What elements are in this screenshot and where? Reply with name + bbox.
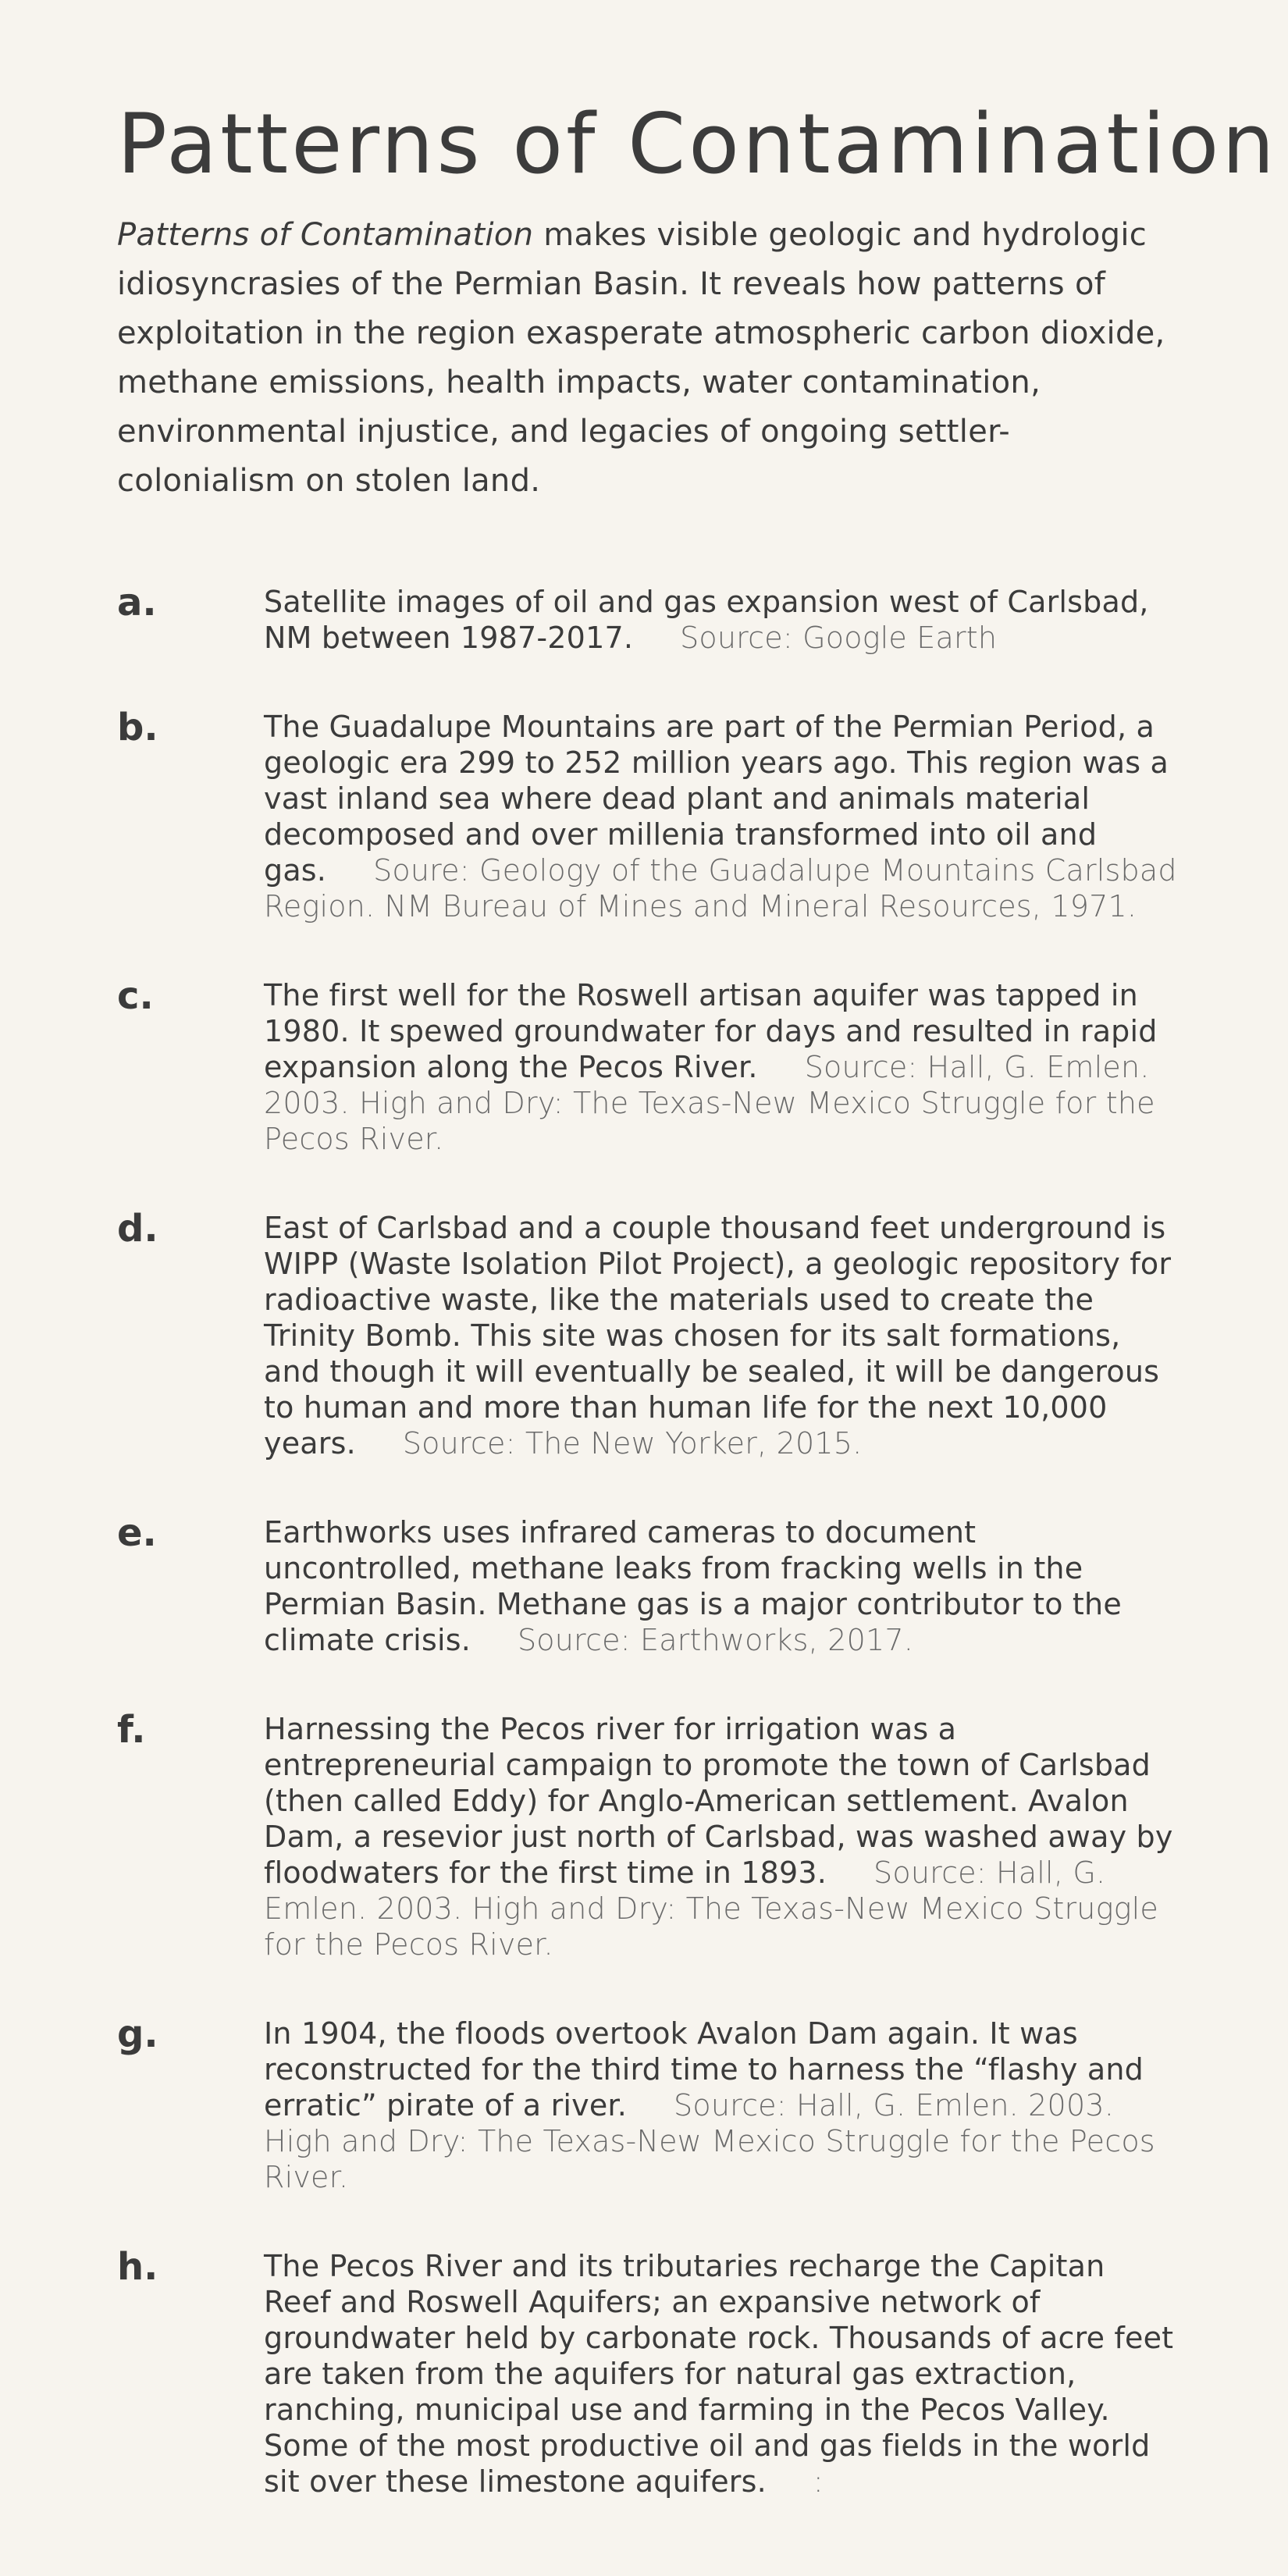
entry-a <box>117 581 1179 656</box>
entry-content <box>264 2016 1179 2195</box>
entry-letter: c. <box>117 974 154 1018</box>
entry-text: In 1904, the floods overtook Avalon Dam again. It was reconstructed for the third time to harness the “flashy and erratic” pirate of a river. <box>264 2016 1144 2122</box>
entry-text: The first well for the Roswell artisan aquifer was tapped in 1980. It spewed groundwater for days and resulted in rapid expansion along the Pecos River. <box>264 978 1158 1084</box>
entry-letter: a. <box>117 581 157 624</box>
entry-letter: b. <box>117 706 158 749</box>
entry-text: The Pecos River and its tributaries recharge the Capitan Reef and Roswell Aquifers; an expansive network of groundwater held by carbonate rock. Thousands of acre feet are taken from the aquifers for natural gas extraction, ranching, municipal use and farming in the Pecos Valley. Some of the most productive oil and gas fields in the world sit over these limestone aquifers. <box>264 2249 1174 2499</box>
intro-title-italic: Patterns of Contamination <box>117 217 534 253</box>
entry-content <box>264 977 1179 1157</box>
entry-source: Soure: Geology of the Guadalupe Mountains Carlsbad Region. NM Bureau of Mines and Mineral Resources, 1971. <box>264 853 1177 923</box>
entry-letter: d. <box>117 1207 158 1251</box>
entry-content <box>264 709 1179 924</box>
entry-source: Source: The New Yorker, 2015. <box>402 1426 863 1461</box>
entry-letter: e. <box>117 1511 157 1555</box>
entry-h <box>117 2245 1179 2500</box>
entry-g <box>117 2012 1179 2195</box>
entry-content <box>264 1711 1179 1962</box>
entry-b <box>117 706 1179 924</box>
entry-text: Satellite images of oil and gas expansion west of Carlsbad, NM between 1987-2017. <box>264 585 1149 655</box>
entry-text: East of Carlsbad and a couple thousand feet underground is WIPP (Waste Isolation Pilot Project), a geologic repository for radioactive waste, like the materials used to create the Trinity Bomb. This site was chosen for its salt formations, and though it will eventually be sealed, it will be dangerous to human and more than human life for the next 10,000 years. <box>264 1211 1172 1461</box>
entry-content <box>264 1210 1179 1461</box>
entry-f <box>117 1708 1179 1962</box>
entry-source: Source: Hall, G. Emlen. 2003. High and Dry: The Texas-New Mexico Struggle for the Pecos River. <box>264 1856 1158 1962</box>
entry-source: Source: Google Earth <box>680 621 998 655</box>
entries-list <box>117 581 1179 2500</box>
entry-content <box>264 1514 1179 1658</box>
entry-text: Earthworks uses infrared cameras to document uncontrolled, methane leaks from fracking wells in the Permian Basin. Methane gas is a major contributor to the climate crisis. <box>264 1515 1122 1657</box>
entry-text: The Guadalupe Mountains are part of the Permian Period, a geologic era 299 to 252 million years ago. This region was a vast inland sea where dead plant and animals material decomposed and over millenia transformed into oil and gas. <box>264 710 1169 888</box>
entry-letter: f. <box>117 1708 146 1752</box>
entry-text: Harnessing the Pecos river for irrigation was a entrepreneurial campaign to promote the town of Carlsbad (then called Eddy) for Anglo-American settlement. Avalon Dam, a resevior just north of Carlsbad, was washed away by floodwaters for the first time in 1893. <box>264 1712 1173 1890</box>
entry-letter: h. <box>117 2245 158 2289</box>
entry-c <box>117 974 1179 1157</box>
entry-content <box>264 2248 1179 2500</box>
entry-letter: g. <box>117 2012 158 2056</box>
entry-source: Source: Hall, G. Emlen. 2003. High and Dry: The Texas-New Mexico Struggle for the Pecos River. <box>264 1050 1155 1156</box>
page-title: Patterns of Contamination <box>117 96 1278 192</box>
entry-source: Source: Hall, G. Emlen. 2003. High and Dry: The Texas-New Mexico Struggle for the Pecos River. <box>264 2088 1155 2194</box>
entry-d <box>117 1207 1179 1461</box>
entry-e <box>117 1511 1179 1658</box>
intro-paragraph <box>117 211 1171 506</box>
entry-content <box>264 584 1179 656</box>
entry-source: Source: Earthworks, 2017. <box>517 1623 913 1657</box>
entry-source: : <box>813 2464 824 2499</box>
intro-body: makes visible geologic and hydrologic idiosyncrasies of the Permian Basin. It reveals how patterns of exploitation in the region exasperate atmospheric carbon dioxide, methane emissions, health impacts, water contamination, environmental injustice, and legacies of ongoing settler-colonialism on stolen land. <box>117 217 1165 499</box>
